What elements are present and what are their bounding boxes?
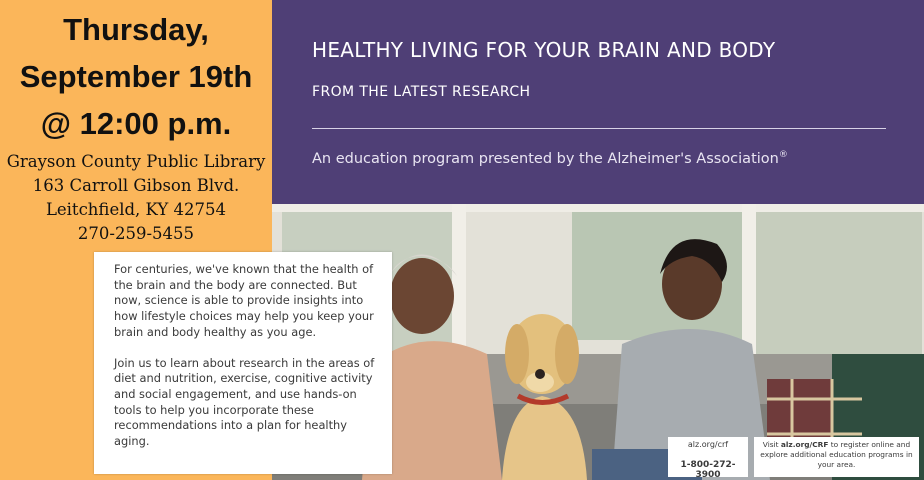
description-text (114, 262, 386, 465)
event-time: @ 12:00 p.m. (40, 106, 232, 141)
registered-mark: ® (778, 150, 788, 160)
contact-url[interactable]: alz.org/crf (687, 440, 729, 449)
program-presenter-text: An education program presented by the Alzheimer's Association (312, 150, 779, 167)
contact-url-card (668, 437, 748, 480)
program-presenter (312, 150, 788, 167)
venue-street: 163 Carroll Gibson Blvd. (32, 176, 240, 195)
visit-info-card (754, 437, 919, 477)
event-datetime (0, 6, 272, 147)
description-card (94, 252, 392, 474)
venue-address (0, 150, 272, 246)
visit-prefix: Visit (762, 440, 781, 449)
description-paragraph-1: For centuries, we've known that the health of the brain and the body are connected. But now, science is able to provide insights into how lifestyle choices may help you keep your brain and body healthy as you age. (114, 262, 374, 339)
program-title: HEALTHY LIVING FOR YOUR BRAIN AND BODY (312, 38, 776, 62)
visit-url-link[interactable]: alz.org/CRF (780, 440, 829, 449)
contact-phone: 1-800-272-3900 (680, 460, 736, 480)
description-paragraph-2: Join us to learn about research in the areas of diet and nutrition, exercise, cognitive activity and social engagement, and use hands-on tools to help you incorporate these recommendations into a plan for healthy aging. (114, 355, 375, 449)
header-divider (312, 128, 886, 129)
event-day: Thursday, (63, 12, 209, 47)
event-date: September 19th (19, 59, 253, 94)
visit-rest: to register online and explore additional education programs in your area. (760, 440, 913, 469)
program-header (272, 0, 924, 204)
venue-name: Grayson County Public Library (6, 152, 266, 171)
venue-city: Leitchfield, KY 42754 (45, 200, 227, 219)
program-subtitle: FROM THE LATEST RESEARCH (312, 84, 531, 100)
venue-phone: 270-259-5455 (77, 224, 195, 243)
